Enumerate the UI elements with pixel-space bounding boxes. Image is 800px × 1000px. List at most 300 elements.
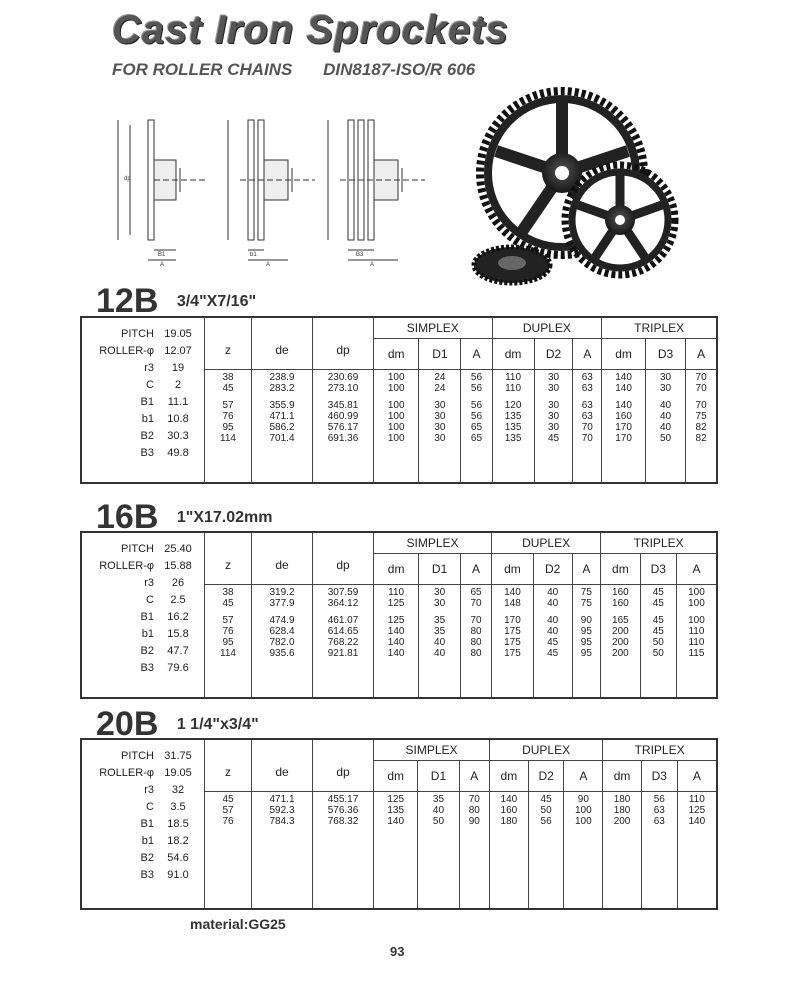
- param-row: [82, 360, 204, 377]
- subheader-triplex: dm: [601, 554, 640, 585]
- data-cell: 180: [613, 805, 631, 816]
- data-cell: 38: [222, 372, 234, 383]
- param-row: [82, 394, 204, 411]
- data-column: [459, 792, 490, 910]
- data-cell: 471.1: [269, 794, 295, 805]
- page-number: 93: [390, 944, 405, 959]
- data-cell: 175: [504, 648, 521, 659]
- data-cell: 135: [504, 433, 522, 444]
- data-cell: 40: [432, 805, 445, 816]
- header-de: de: [252, 532, 313, 585]
- spec-table-20b: [80, 738, 718, 910]
- spec-table-16b: [80, 531, 718, 699]
- data-cell: 56: [540, 816, 552, 827]
- data-cell: 114: [220, 433, 236, 444]
- data-cell: 100: [387, 433, 405, 444]
- data-cell: 782.0: [269, 637, 295, 648]
- param-value: 19.05: [164, 767, 192, 779]
- data-cell: 65: [470, 422, 483, 433]
- param-row: [82, 643, 204, 660]
- data-cell: 40: [659, 422, 672, 433]
- data-cell: 135: [504, 411, 522, 422]
- data-cell: 45: [547, 637, 559, 648]
- data-cell: 40: [547, 598, 559, 609]
- drawing-duplex: [228, 120, 315, 268]
- param-value: 30.3: [167, 430, 189, 442]
- data-cell: 100: [387, 400, 405, 411]
- data-cell: 170: [615, 422, 632, 433]
- data-cell: 70: [695, 372, 707, 383]
- svg-text:A: A: [160, 262, 165, 268]
- data-cell: 935.6: [269, 648, 295, 659]
- data-cell: 57: [222, 400, 234, 411]
- param-row: [82, 609, 204, 626]
- data-cell: 80: [470, 637, 482, 648]
- data-cell: 50: [659, 433, 672, 444]
- data-cell: 135: [387, 805, 405, 816]
- data-cell: 165: [612, 615, 629, 626]
- data-cell: 355.9: [269, 400, 295, 411]
- data-cell: 120: [504, 400, 522, 411]
- subtitle-roller-chains: FOR ROLLER CHAINS: [112, 60, 293, 79]
- param-key: PITCH: [121, 543, 154, 555]
- data-cell: 76: [222, 816, 234, 827]
- data-cell: 238.9: [269, 372, 295, 383]
- data-cell: 65: [470, 433, 483, 444]
- data-cell: 50: [540, 805, 552, 816]
- data-cell: 40: [659, 411, 672, 422]
- data-cell: 40: [434, 637, 446, 648]
- param-key: B2: [140, 430, 154, 442]
- header-dp: dp: [313, 739, 374, 792]
- data-cell: 140: [615, 400, 632, 411]
- data-cell: 80: [468, 805, 480, 816]
- data-cell: 40: [547, 615, 559, 626]
- param-value: 54.6: [167, 852, 189, 864]
- data-column: [573, 370, 602, 484]
- spec-table-12b: [80, 316, 718, 484]
- data-cell: 364.12: [327, 598, 359, 609]
- data-cell: 30: [659, 372, 672, 383]
- param-row: [82, 428, 204, 445]
- param-value: 2: [174, 379, 182, 391]
- data-cell: 200: [613, 816, 631, 827]
- param-key: r3: [144, 784, 154, 796]
- header-duplex: DUPLEX: [492, 532, 601, 554]
- param-key: b1: [141, 413, 154, 425]
- data-column: [205, 792, 252, 910]
- param-key: r3: [144, 577, 154, 589]
- data-cell: 70: [695, 400, 707, 411]
- subheader-triplex: A: [677, 761, 717, 792]
- data-cell: 95: [222, 422, 234, 433]
- data-cell: 140: [615, 383, 632, 394]
- data-cell: 45: [652, 587, 664, 598]
- data-cell: 95: [580, 637, 592, 648]
- data-cell: 110: [505, 372, 522, 383]
- data-column: [419, 585, 461, 699]
- data-cell: 35: [434, 626, 446, 637]
- data-cell: 75: [695, 411, 707, 422]
- param-key: B2: [140, 645, 154, 657]
- data-cell: 114: [220, 648, 236, 659]
- data-cell: 160: [500, 805, 518, 816]
- data-cell: 45: [222, 598, 234, 609]
- data-column: [313, 585, 374, 699]
- data-cell: 100: [574, 805, 592, 816]
- subheader-triplex: dm: [603, 761, 642, 792]
- param-key: B1: [140, 818, 154, 830]
- data-cell: 82: [695, 433, 707, 444]
- params-cell: [81, 317, 205, 483]
- data-cell: 170: [615, 433, 632, 444]
- param-value: 19: [171, 362, 185, 374]
- data-cell: 95: [222, 637, 234, 648]
- data-cell: 100: [387, 372, 405, 383]
- data-cell: 377.9: [269, 598, 295, 609]
- data-column: [418, 792, 459, 910]
- data-cell: 576.17: [327, 422, 359, 433]
- data-cell: 45: [222, 383, 234, 394]
- subheader-simplex: dm: [374, 339, 419, 370]
- params-cell: [81, 739, 205, 909]
- param-row: [82, 626, 204, 643]
- data-cell: 30: [434, 411, 446, 422]
- data-cell: 30: [547, 411, 560, 422]
- param-key: ROLLER-φ: [99, 345, 154, 357]
- data-column: [374, 585, 419, 699]
- param-key: b1: [141, 835, 154, 847]
- data-cell: 24: [434, 372, 446, 383]
- section-code: 20B: [96, 705, 159, 743]
- param-row: [82, 445, 204, 462]
- param-key: PITCH: [121, 328, 154, 340]
- data-cell: 614.65: [327, 626, 359, 637]
- data-cell: 70: [470, 598, 482, 609]
- data-cell: 30: [547, 400, 560, 411]
- data-cell: 40: [434, 648, 446, 659]
- data-cell: 180: [500, 816, 518, 827]
- data-cell: 471.1: [269, 411, 295, 422]
- data-cell: 30: [659, 383, 672, 394]
- data-cell: 474.9: [269, 615, 295, 626]
- data-cell: 125: [387, 615, 405, 626]
- data-cell: 56: [470, 372, 483, 383]
- param-value: 18.5: [167, 818, 189, 830]
- data-cell: 63: [581, 383, 593, 394]
- subheader-simplex: D1: [419, 339, 461, 370]
- data-cell: 45: [547, 433, 560, 444]
- data-cell: 30: [547, 383, 560, 394]
- data-column: [641, 792, 677, 910]
- data-cell: 200: [612, 637, 629, 648]
- data-cell: 125: [387, 598, 405, 609]
- data-cell: 230.69: [327, 372, 359, 383]
- data-cell: 140: [387, 626, 405, 637]
- data-cell: 80: [470, 648, 482, 659]
- header-duplex: DUPLEX: [490, 739, 603, 761]
- data-column: [490, 792, 529, 910]
- data-cell: 40: [547, 587, 559, 598]
- data-cell: 319.2: [269, 587, 295, 598]
- data-column: [603, 792, 642, 910]
- header-z: z: [205, 317, 252, 370]
- data-cell: 576.36: [327, 805, 359, 816]
- param-row: [82, 782, 204, 799]
- data-column: [640, 585, 676, 699]
- data-column: [533, 585, 572, 699]
- subheader-duplex: D2: [533, 554, 572, 585]
- data-cell: 140: [688, 816, 706, 827]
- data-cell: 45: [547, 648, 559, 659]
- data-cell: 63: [581, 372, 593, 383]
- subheader-triplex: D3: [641, 761, 677, 792]
- subheader-simplex: D1: [418, 761, 459, 792]
- data-cell: 100: [387, 383, 405, 394]
- data-cell: 30: [547, 372, 560, 383]
- subheader-simplex: D1: [419, 554, 461, 585]
- section-code: 16B: [96, 498, 159, 536]
- data-cell: 148: [504, 598, 521, 609]
- data-column: [676, 585, 717, 699]
- subheader-triplex: D3: [645, 339, 685, 370]
- data-cell: 110: [505, 383, 522, 394]
- subheader-duplex: D2: [534, 339, 573, 370]
- header-z: z: [205, 532, 252, 585]
- param-value: 25.40: [164, 543, 192, 555]
- param-row: [82, 850, 204, 867]
- data-cell: 30: [434, 422, 446, 433]
- data-cell: 40: [659, 400, 672, 411]
- header-triplex: TRIPLEX: [603, 739, 717, 761]
- header-dp: dp: [313, 317, 374, 370]
- param-key: C: [146, 594, 154, 606]
- data-cell: 691.36: [327, 433, 359, 444]
- param-key: B3: [140, 662, 154, 674]
- param-row: [82, 833, 204, 850]
- page-title: Cast Iron Sprockets: [112, 8, 509, 52]
- data-cell: 180: [613, 794, 631, 805]
- material-note: material:GG25: [190, 916, 286, 932]
- data-cell: 701.4: [269, 433, 295, 444]
- subheader-duplex: dm: [492, 554, 534, 585]
- data-cell: 45: [222, 794, 234, 805]
- param-value: 12.07: [164, 345, 192, 357]
- data-cell: 70: [581, 422, 593, 433]
- param-value: 91.0: [167, 869, 189, 881]
- data-cell: 100: [387, 422, 405, 433]
- data-cell: 90: [580, 615, 592, 626]
- param-row: [82, 377, 204, 394]
- data-cell: 110: [688, 626, 705, 637]
- param-row: [82, 765, 204, 782]
- svg-text:A: A: [266, 262, 271, 268]
- subtitle-standard: DIN8187-ISO/R 606: [323, 60, 476, 79]
- technical-drawings: [100, 100, 440, 270]
- data-cell: 70: [470, 615, 482, 626]
- data-column: [492, 370, 534, 484]
- param-value: 18.2: [167, 835, 189, 847]
- data-cell: 140: [387, 637, 405, 648]
- data-cell: 70: [581, 433, 593, 444]
- data-column: [374, 792, 418, 910]
- data-cell: 100: [688, 587, 705, 598]
- param-key: B1: [140, 396, 154, 408]
- param-row: [82, 592, 204, 609]
- data-column: [252, 370, 313, 484]
- data-cell: 592.3: [269, 805, 295, 816]
- subheader-duplex: A: [573, 339, 602, 370]
- data-cell: 30: [434, 598, 446, 609]
- header-simplex: SIMPLEX: [374, 739, 490, 761]
- param-key: B3: [140, 447, 154, 459]
- data-cell: 63: [581, 411, 593, 422]
- data-cell: 140: [504, 587, 521, 598]
- data-cell: 140: [387, 816, 405, 827]
- data-cell: 63: [581, 400, 593, 411]
- data-cell: 56: [470, 400, 483, 411]
- param-row: [82, 867, 204, 884]
- data-cell: 100: [688, 598, 705, 609]
- param-value: 47.7: [167, 645, 189, 657]
- data-cell: 125: [688, 805, 706, 816]
- param-value: 11.1: [167, 396, 189, 408]
- subheader-duplex: dm: [490, 761, 529, 792]
- data-column: [602, 370, 646, 484]
- section-size: 1 1/4"x3/4": [176, 715, 259, 733]
- data-cell: 175: [504, 626, 521, 637]
- data-cell: 75: [580, 587, 592, 598]
- data-cell: 45: [652, 626, 664, 637]
- data-cell: 30: [434, 400, 446, 411]
- data-cell: 90: [468, 816, 480, 827]
- param-value: 32: [171, 784, 185, 796]
- data-cell: 345.81: [327, 400, 359, 411]
- data-cell: 30: [434, 433, 446, 444]
- data-cell: 82: [695, 422, 707, 433]
- data-cell: 63: [653, 816, 665, 827]
- data-cell: 56: [653, 794, 665, 805]
- header-z: z: [205, 739, 252, 792]
- data-cell: 170: [504, 615, 521, 626]
- data-cell: 57: [222, 805, 234, 816]
- header-de: de: [252, 317, 313, 370]
- subheader-triplex: D3: [640, 554, 676, 585]
- param-value: 26: [171, 577, 185, 589]
- data-column: [313, 370, 374, 484]
- data-cell: 50: [432, 816, 445, 827]
- svg-text:A: A: [370, 262, 375, 268]
- data-cell: 50: [652, 648, 664, 659]
- data-cell: 63: [653, 805, 665, 816]
- data-cell: 200: [612, 626, 629, 637]
- data-cell: 45: [540, 794, 552, 805]
- subheader-simplex: A: [460, 554, 491, 585]
- data-cell: 135: [504, 422, 522, 433]
- data-cell: 35: [434, 615, 446, 626]
- data-cell: 35: [432, 794, 445, 805]
- data-column: [645, 370, 685, 484]
- svg-text:B1: B1: [158, 252, 166, 258]
- drawing-simplex: [118, 120, 205, 268]
- data-cell: 200: [612, 648, 629, 659]
- data-cell: 45: [652, 598, 664, 609]
- data-cell: 45: [652, 615, 664, 626]
- param-key: B1: [140, 611, 154, 623]
- param-row: [82, 343, 204, 360]
- param-key: B3: [140, 869, 154, 881]
- param-value: 15.88: [164, 560, 192, 572]
- param-key: ROLLER-φ: [99, 560, 154, 572]
- data-cell: 768.32: [327, 816, 359, 827]
- data-column: [528, 792, 564, 910]
- data-cell: 30: [547, 422, 560, 433]
- data-column: [419, 370, 461, 484]
- subheader-triplex: A: [686, 339, 717, 370]
- data-cell: 76: [222, 626, 234, 637]
- param-key: PITCH: [121, 750, 154, 762]
- section-size: 3/4"X7/16": [176, 292, 257, 310]
- data-cell: 95: [580, 626, 592, 637]
- param-row: [82, 575, 204, 592]
- subheader-simplex: dm: [374, 554, 419, 585]
- data-cell: 100: [574, 816, 592, 827]
- data-column: [460, 585, 491, 699]
- param-row: [82, 816, 204, 833]
- page-subtitle: [112, 60, 501, 80]
- data-cell: 65: [470, 587, 482, 598]
- subheader-triplex: A: [676, 554, 717, 585]
- sprocket-photo: [470, 85, 690, 295]
- param-value: 15.8: [167, 628, 189, 640]
- data-cell: 38: [222, 587, 234, 598]
- param-key: C: [146, 801, 154, 813]
- svg-text:b1: b1: [250, 252, 257, 258]
- data-cell: 125: [387, 794, 405, 805]
- drawing-triplex: [328, 120, 425, 268]
- header-de: de: [252, 739, 313, 792]
- param-row: [82, 799, 204, 816]
- param-value: 49.8: [167, 447, 189, 459]
- data-column: [572, 585, 601, 699]
- data-cell: 160: [612, 598, 629, 609]
- data-cell: 100: [688, 615, 705, 626]
- data-cell: 57: [222, 615, 234, 626]
- data-column: [252, 792, 313, 910]
- data-cell: 30: [434, 587, 446, 598]
- param-row: [82, 411, 204, 428]
- data-column: [252, 585, 313, 699]
- params-cell: [81, 532, 205, 698]
- data-cell: 140: [615, 372, 632, 383]
- header-triplex: TRIPLEX: [602, 317, 717, 339]
- data-column: [534, 370, 573, 484]
- param-row: [82, 541, 204, 558]
- data-cell: 586.2: [269, 422, 295, 433]
- subheader-duplex: D2: [528, 761, 564, 792]
- param-value: 31.75: [164, 750, 192, 762]
- param-row: [82, 326, 204, 343]
- data-cell: 24: [434, 383, 446, 394]
- data-cell: 160: [612, 587, 629, 598]
- data-cell: 80: [470, 626, 482, 637]
- subheader-simplex: dm: [374, 761, 418, 792]
- data-cell: 455.17: [327, 794, 359, 805]
- data-column: [492, 585, 534, 699]
- subheader-duplex: dm: [492, 339, 534, 370]
- data-cell: 70: [695, 383, 707, 394]
- param-value: 10.8: [167, 413, 189, 425]
